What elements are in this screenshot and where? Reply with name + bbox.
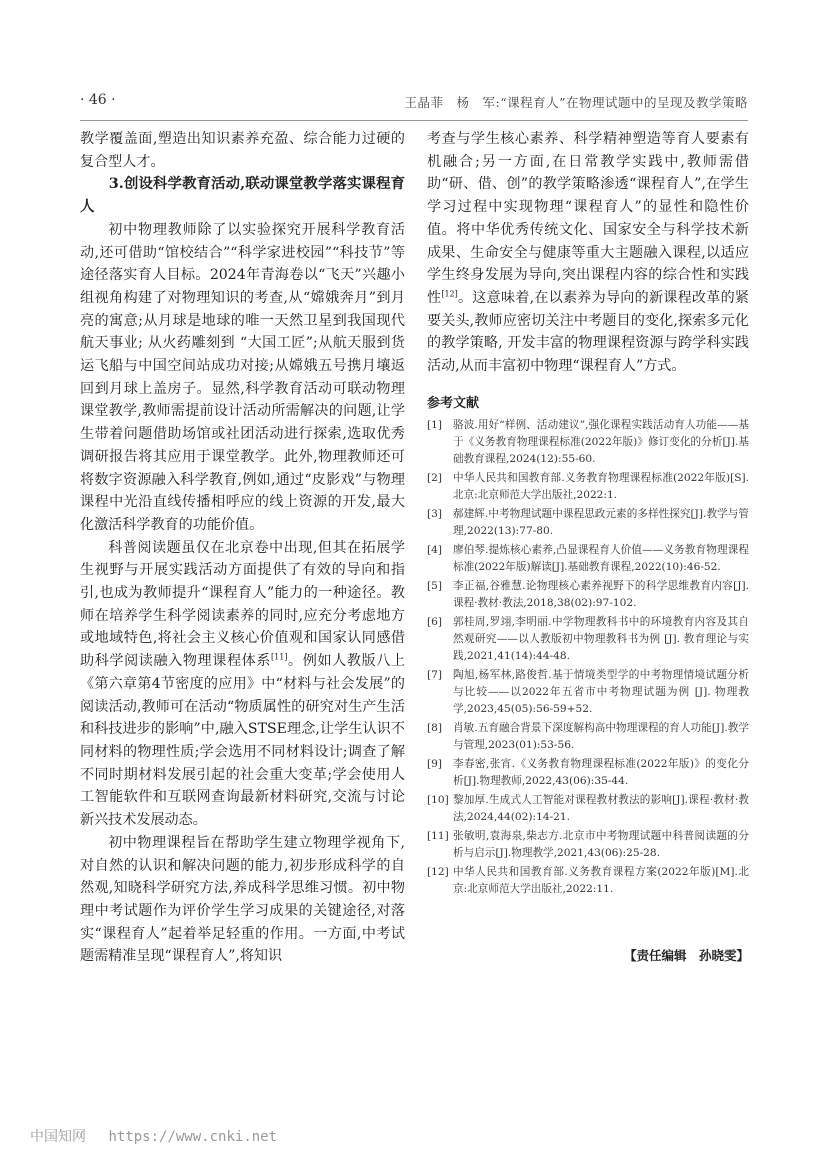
reference-text: 骆波.用好“样例、活动建议”,强化课程实践活动育人功能——基于《义务教育物理课程标准(2022年版)》修订变化的分析[J].基础教育课程,2024(12):55-60. [453, 418, 749, 465]
reference-text: 中华人民共和国教育部.义务教育课程方案(2022年版)[M].北京:北京师范大学出版社,2022:11. [453, 865, 749, 895]
paragraph-text: 。这意味着,在以素养为导向的新课程改革的紧要关头,教师应密切关注中考题目的变化,探索多元化的教学策略, 开发丰富的物理课程资源与跨学科实践活动,从而丰富初中物理“课程育人”方式。 [427, 289, 749, 375]
reference-number: [5] [427, 579, 443, 592]
citation-marker: [12] [441, 289, 458, 299]
paragraph-continued [427, 128, 749, 378]
footer-watermark [30, 1126, 277, 1146]
reference-number: [8] [427, 721, 443, 734]
reference-item [427, 542, 749, 576]
reference-item [427, 792, 749, 826]
reference-item [427, 667, 749, 718]
reference-text: 肖敏.五育融合背景下深度解构高中物理课程的育人功能[J].教学与管理,2023(01):53-56. [453, 721, 749, 751]
reference-number: [4] [427, 543, 443, 556]
reference-number: [12] [427, 865, 449, 878]
reference-text: 中华人民共和国教育部.义务教育物理课程标准(2022年版)[S].北京:北京师范大学出版社,2022:1. [453, 471, 749, 501]
reference-item [427, 864, 749, 898]
paragraph: 初中物理教师除了以实验探究开展科学教育活动,还可借助“馆校结合”“科学家进校园”“科技节”等途径落实育人目标。2024年青海卷以“飞天”兴趣小组视角构建了对物理知识的考查,从“嫦娥奔月”到月亮的寓意;从月球是地球的唯一天然卫星到我国现代航天事业; 从火药雕刻到 “大国工匠”;从航天服到货运飞船与中国空间站成功对接;从嫦娥五号携月壤返回到月球上盖房子。显然,科学教育活动可联动物理课堂教学,教师需提前设计活动所需解决的问题,让学生带着问题借助场馆或社团活动进行探索,选取优秀调研报告将其应用于课堂教学。此外,物理教师还可将数字资源融入科学教育,例如,通过“皮影戏”与物理课程中光沿直线传播相呼应的线上资源的开发,最大化激活科学教育的功能价值。 [80, 221, 405, 533]
reference-number: [10] [427, 793, 449, 806]
right-column [427, 128, 749, 900]
reference-item [427, 828, 749, 862]
page-header [80, 92, 748, 114]
paragraph-text: 考查与学生核心素养、科学精神塑造等育人要素有机融合;另一方面,在日常教学实践中,教师需借助“研、借、创”的教学策略渗透“课程育人”,在学生学习过程中实现物理“课程育人”的显性和隐性价值。将中华优秀传统文化、国家安全与科学技术新成果、生命安全与健康等重大主题融入课程,以适应学生终身发展为导向,突出课程内容的综合性和实践性 [427, 131, 749, 306]
reference-number: [9] [427, 757, 443, 770]
section-heading: 3.创设科学教育活动,联动课堂教学落实课程育人 [80, 175, 405, 216]
reference-text: 郭桂周,罗翊,李明丽.中学物理教科书中的环境教育内容及其自然观研究——以人教版初中物理教科书为例 [J]. 教育理论与实践,2021,41(14):44-48. [453, 615, 749, 662]
reference-number: [2] [427, 471, 443, 484]
reference-number: [6] [427, 615, 443, 628]
reference-item [427, 470, 749, 504]
reference-item [427, 417, 749, 468]
reference-text: 李正福,谷雅慧.论物理核心素养视野下的科学思维教育内容[J].课程·教材·教法,2018,38(02):97-102. [453, 579, 749, 609]
reference-number: [1] [427, 418, 443, 431]
reference-text: 李春密,张宵.《义务教育物理课程标准(2022年版)》的变化分析[J].物理教师,2022,43(06):35-44. [453, 757, 749, 787]
reference-item [427, 578, 749, 612]
reference-item [427, 506, 749, 540]
responsible-editor: 【责任编辑 孙晓雯】 [623, 948, 749, 963]
left-column [80, 128, 405, 968]
reference-item [427, 756, 749, 790]
references-title: 参考文献 [427, 395, 480, 411]
paragraph-text: 科普阅读题虽仅在北京卷中出现,但其在拓展学生视野与开展实践活动方面提供了有效的导向和指引,也成为教师提升“课程育人”能力的一种途径。教师在培养学生科学阅读素养的同时,应充分考虑地方或地域特色,将社会主义核心价值观和国家认同感借助科学阅读融入物理课程体系 [80, 539, 405, 670]
reference-text: 黎加厚.生成式人工智能对课程教材教法的影响[J].课程·教材·教法,2024,44(02):14-21. [453, 793, 749, 823]
paragraph-text: 。例如人教版八上《第六章第4节密度的应用》中“材料与社会发展”的阅读活动,教师可在活动“物质属性的研究对生产生活和科技进步的影响”中,融入STSE理念,让学生认识不同材料的物理性质;学会选用不同材料设计;调查了解不同时期材料发展引起的社会重大变革;学会使用人工智能软件和互联网查询最新材料研究,交流与讨论新兴技术发展动态。 [80, 653, 406, 829]
reference-item [427, 720, 749, 754]
running-title: 王晶菲 杨 军:“课程育人”在物理试题中的呈现及教学策略 [404, 95, 748, 110]
reference-text: 郝建辉.中考物理试题中课程思政元素的多样性探究[J].教学与管理,2022(13):77-80. [453, 507, 749, 537]
reference-item [427, 614, 749, 665]
reference-text: 张敏明,袁海泉,柴志方.北京市中考物理试题中科普阅读题的分析与启示[J].物理教学,2021,43(06):25-28. [453, 829, 749, 859]
reference-text: 廖伯琴.提炼核心素养,凸显课程育人价值——义务教育物理课程标准(2022年版)解读[J].基础教育课程,2022(10):46-52. [453, 543, 749, 573]
reference-number: [11] [427, 829, 449, 842]
reference-text: 陶旭,杨军林,路俊哲.基于情境类型学的中考物理情境试题分析与比较——以2022年五省市中考物理试题为例 [J]. 物理教学,2023,45(05):56-59+52. [453, 668, 749, 715]
paragraph [80, 537, 405, 832]
paragraph: 初中物理课程旨在帮助学生建立物理学视角下,对自然的认识和解决问题的能力,初步形成科学的自然观,知晓科学研究方法,养成科学思维习惯。初中物理中考试题作为评价学生学习成果的关键途径,对落实“课程育人”起着举足轻重的作用。一方面,中考试题需精准呈现“课程育人”,将知识 [80, 834, 405, 965]
header-rule [80, 120, 748, 121]
references-list [427, 417, 749, 898]
citation-marker: [11] [271, 652, 288, 662]
cnki-brand: 中国知网 [30, 1129, 86, 1145]
reference-number: [7] [427, 668, 443, 681]
page-number: · 46 · [80, 92, 116, 108]
paragraph-continued: 教学覆盖面,塑造出知识素养充盈、综合能力过硬的复合型人才。 [80, 131, 405, 170]
reference-number: [3] [427, 507, 443, 520]
cnki-url[interactable]: https://www.cnki.net [108, 1129, 278, 1145]
